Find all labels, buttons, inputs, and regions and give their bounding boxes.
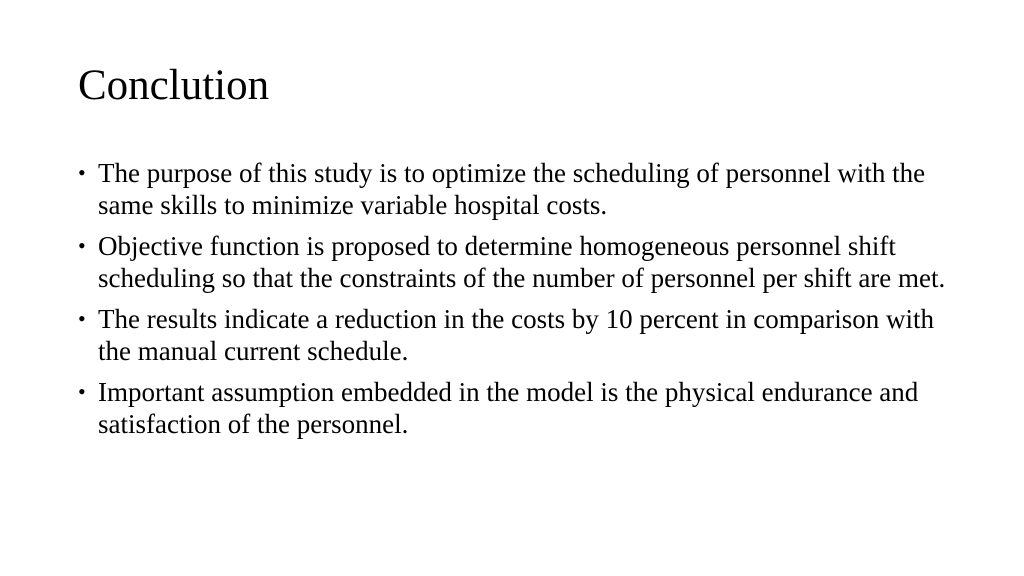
bullet-text: The results indicate a reduction in the costs by 10 percent in comparison with the manual current schedule. (98, 304, 935, 366)
bullet-list (78, 157, 958, 449)
slide-title: Conclution (78, 62, 270, 109)
bullet-item (78, 376, 958, 440)
bullet-item (78, 230, 958, 294)
bullet-icon: • (78, 306, 86, 331)
bullet-item (78, 303, 958, 367)
bullet-item (78, 157, 958, 221)
bullet-text: The purpose of this study is to optimize the scheduling of personnel with the same skills to minimize variable hospital costs. (98, 158, 926, 220)
bullet-icon: • (78, 379, 86, 404)
bullet-icon: • (78, 233, 86, 258)
bullet-text: Objective function is proposed to determine homogeneous personnel shift scheduling so that the constraints of the number of personnel per shift are met. (98, 231, 946, 293)
bullet-text: Important assumption embedded in the model is the physical endurance and satisfaction of the personnel. (98, 377, 919, 439)
bullet-icon: • (78, 160, 86, 185)
